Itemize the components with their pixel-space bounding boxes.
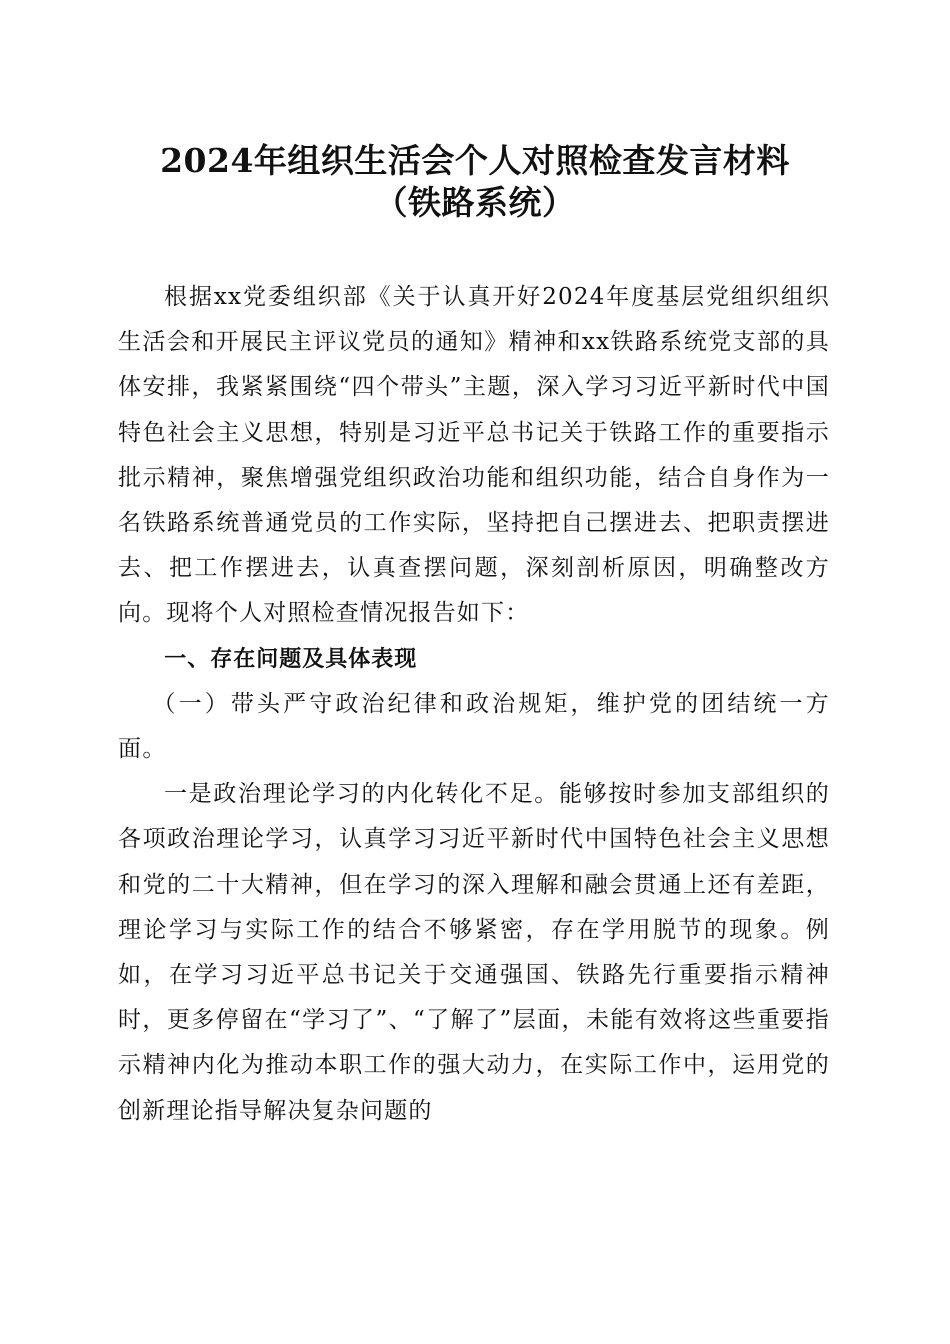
document-title (60, 140, 890, 224)
document-body (118, 275, 830, 1134)
section-heading-1: 一、存在问题及具体表现 (164, 646, 418, 672)
point-paragraph-1: 一是政治理论学习的内化转化不足。能够按时参加支部组织的各项政治理论学习，认真学习习近平新时代中国特色社会主义思想和党的二十大精神，但在学习的深入理解和融会贯通上还有差距，理论学习与实际工作的结合不够紧密，存在学用脱节的现象。例如，在学习习近平总书记关于交通强国、铁路先行重要指示精神时，更多停留在“学习了”、“了解了”层面，未能有效将这些重要指示精神内化为推动本职工作的强大动力，在实际工作中，运用党的创新理论指导解决复杂问题的 (118, 781, 830, 1124)
title-line-subtitle: （铁路系统） (374, 183, 576, 222)
intro-paragraph: 根据xx党委组织部《关于认真开好2024年度基层党组织组织生活会和开展民主评议党员的通知》精神和xx铁路系统党支部的具体安排，我紧紧围绕“四个带头”主题，深入学习习近平新时代中国特色社会主义思想，特别是习近平总书记关于铁路工作的重要指示批示精神，聚焦增强党组织政治功能和组织功能，结合自身作为一名铁路系统普通党员的工作实际，坚持把自己摆进去、把职责摆进去、把工作摆进去，认真查摆问题，深刻剖析原因，明确整改方向。现将个人对照检查情况报告如下： (118, 284, 830, 627)
title-line-main: 2024年组织生活会个人对照检查发言材料 (160, 141, 790, 180)
subsection-heading-1: （一）带头严守政治纪律和政治规矩，维护党的团结统一方面。 (118, 690, 830, 763)
